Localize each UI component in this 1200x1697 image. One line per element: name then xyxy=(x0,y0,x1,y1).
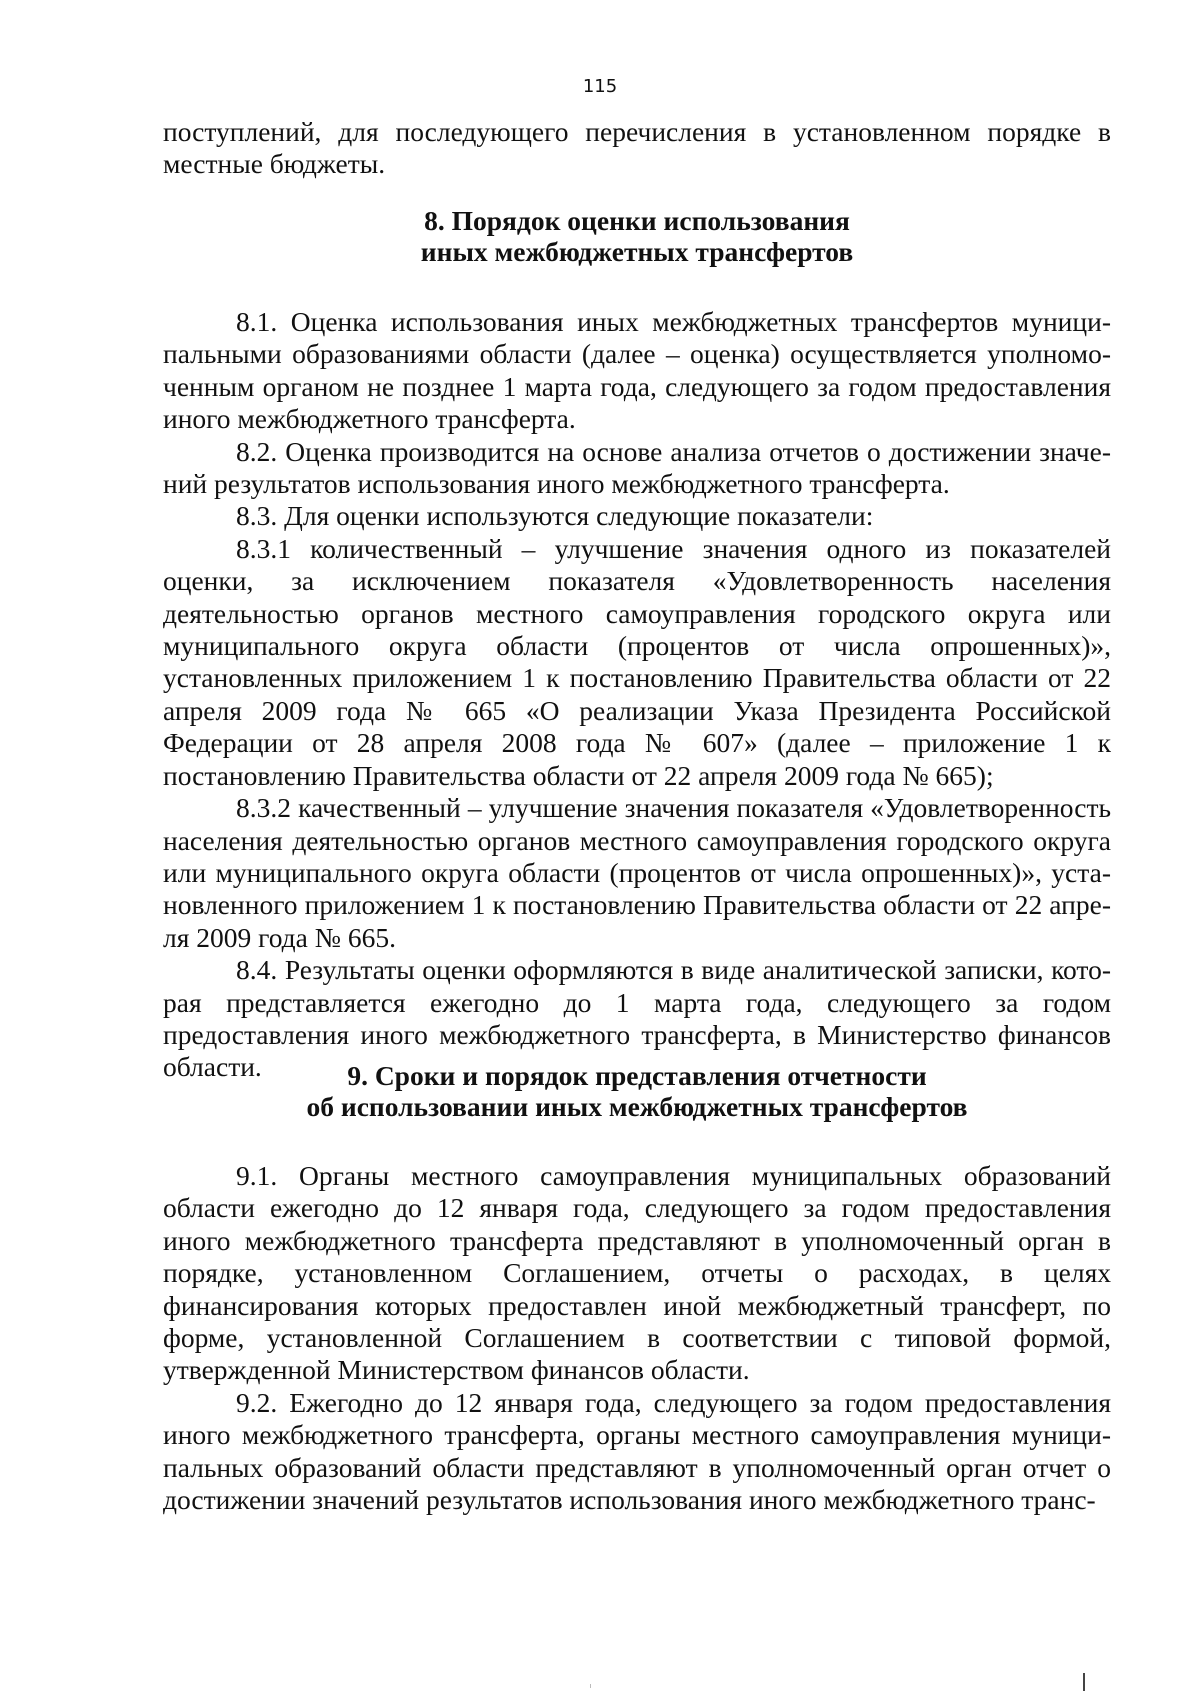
paragraph-8-4: 8.4. Результаты оценки оформляются в виде аналитической записки, которая представляется ежегодно до 1 марта года, следующего за годом предоставления иного межбюджетного трансферта, в Министерство финансов области. xyxy=(163,954,1111,1083)
section-9-heading-line-2: об использовании иных межбюджетных трансфертов xyxy=(306,1091,968,1122)
paragraph-9-1: 9.1. Органы местного самоуправления муниципальных образований области ежегодно до 12 января года, следующего за годом предоставления иного межбюджетного трансферта представляют в уполномоченный орган в порядке, установленном Соглашением, отчеты о расходах, в целях финансирования которых предоставлен иной межбюджетный трансферт, по форме, установленной Соглашением в соответствии с типовой формой, утвержденной Министерством финансов области. xyxy=(163,1160,1111,1386)
intro-paragraph: поступлений, для последующего перечисления в установленном порядке в местные бюджеты. xyxy=(163,116,1111,180)
section-8-heading xyxy=(163,205,1111,267)
section-9-heading xyxy=(163,1060,1111,1122)
section-9-body xyxy=(163,1160,1111,1516)
intro-paragraph-block xyxy=(163,116,1111,181)
section-8-body xyxy=(163,306,1111,1084)
paragraph-8-1: 8.1. Оценка использования иных межбюджетных трансфертов муниципальными образованиями области (далее – оценка) осуществляется уполномоченным органом не позднее 1 марта года, следующего за годом предоставления иного межбюджетного трансферта. xyxy=(163,306,1111,435)
paragraph-8-3: 8.3. Для оценки используются следующие показатели: xyxy=(236,500,874,532)
section-8-heading-line-1: 8. Порядок оценки использования xyxy=(424,205,850,236)
paragraph-8-3-1: 8.3.1 количественный – улучшение значения одного из показателей оценки, за исключением показателя «Удовлетворенность населения деятельностью органов местного самоуправления городского округа или муниципального округа области (процентов от числа опрошенных)», установленных приложением 1 к постановлению Правительства области от 22 апреля 2009 года № 665 «О реализации Указа Президента Российской Федерации от 28 апреля 2008 года № 607» (далее – приложение 1 к постановлению Правительства области от 22 апреля 2009 года № 665); xyxy=(163,532,1111,791)
scan-edge-mark xyxy=(1083,1673,1085,1691)
paragraph-8-3-2: 8.3.2 качественный – улучшение значения показателя «Удовлетворенность населения деятельностью органов местного самоуправления городского округа или муниципального округа области (процентов от числа опрошенных)», установленного приложением 1 к постановлению Правительства области от 22 апреля 2009 года № 665. xyxy=(163,792,1111,953)
paragraph-8-2: 8.2. Оценка производится на основе анализа отчетов о достижении значений результатов использования иного межбюджетного трансферта. xyxy=(163,435,1111,500)
section-8-heading-line-2: иных межбюджетных трансфертов xyxy=(420,236,854,267)
page-number: 115 xyxy=(582,76,618,97)
paragraph-9-2: 9.2. Ежегодно до 12 января года, следующего за годом предоставления иного межбюджетного трансферта, органы местного самоуправления муниципальных образований области представляют в уполномоченный орган отчет о достижении значений результатов использования иного межбюджетного транс- xyxy=(163,1386,1111,1516)
section-9-heading-line-1: 9. Сроки и порядок представления отчетности xyxy=(347,1060,927,1091)
scan-speck xyxy=(590,1684,591,1688)
